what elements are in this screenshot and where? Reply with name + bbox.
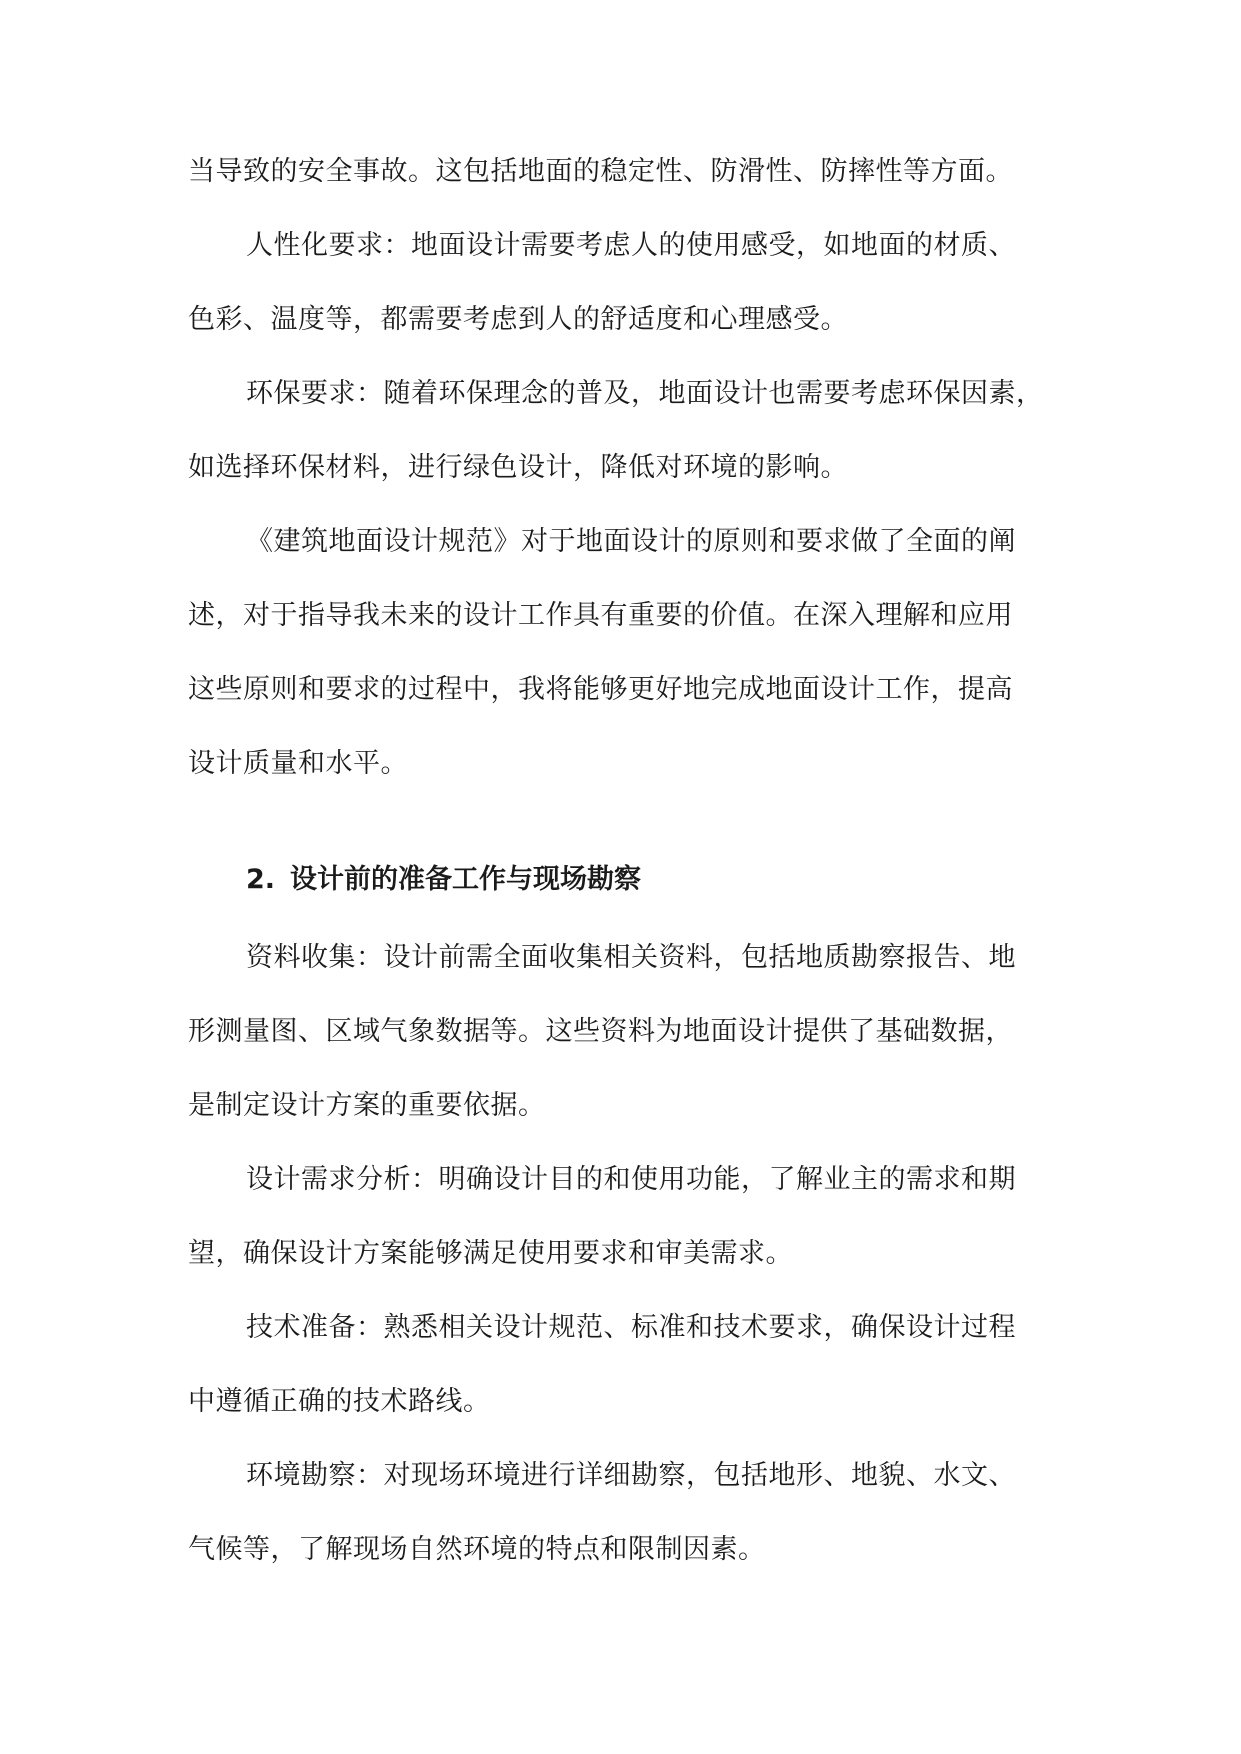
paragraph-line: 环境勘察：对现场环境进行详细勘察，包括地形、地貌、水文、	[246, 1460, 1016, 1491]
paragraph-line: 中遵循正确的技术路线。	[188, 1386, 491, 1417]
paragraph-line: 资料收集：设计前需全面收集相关资料，包括地质勘察报告、地	[246, 942, 1016, 973]
section-title: 设计前的准备工作与现场勘察	[290, 864, 641, 895]
paragraph-line: 人性化要求：地面设计需要考虑人的使用感受，如地面的材质、	[246, 230, 1016, 261]
paragraph-line: 设计质量和水平。	[188, 748, 408, 779]
paragraph-line: 色彩、温度等，都需要考虑到人的舒适度和心理感受。	[188, 304, 848, 335]
paragraph-line: 设计需求分析：明确设计目的和使用功能，了解业主的需求和期	[246, 1164, 1016, 1195]
section-number: 2.	[246, 864, 276, 895]
paragraph-line: 望，确保设计方案能够满足使用要求和审美需求。	[188, 1238, 793, 1269]
paragraph-line: 技术准备：熟悉相关设计规范、标准和技术要求，确保设计过程	[246, 1312, 1016, 1343]
paragraph-line: 《建筑地面设计规范》对于地面设计的原则和要求做了全面的阐	[246, 526, 1016, 557]
paragraph-line: 述，对于指导我未来的设计工作具有重要的价值。在深入理解和应用	[188, 600, 1013, 631]
paragraph-line: 当导致的安全事故。这包括地面的稳定性、防滑性、防摔性等方面。	[188, 156, 1013, 187]
paragraph-line: 环保要求：随着环保理念的普及，地面设计也需要考虑环保因素，	[246, 378, 1044, 409]
paragraph-line: 如选择环保材料，进行绿色设计，降低对环境的影响。	[188, 452, 848, 483]
paragraph-line: 气候等，了解现场自然环境的特点和限制因素。	[188, 1534, 766, 1565]
paragraph-line: 这些原则和要求的过程中，我将能够更好地完成地面设计工作，提高	[188, 674, 1013, 705]
section-heading	[246, 862, 641, 898]
paragraph-line: 形测量图、区域气象数据等。这些资料为地面设计提供了基础数据，	[188, 1016, 1013, 1047]
paragraph-line: 是制定设计方案的重要依据。	[188, 1090, 546, 1121]
